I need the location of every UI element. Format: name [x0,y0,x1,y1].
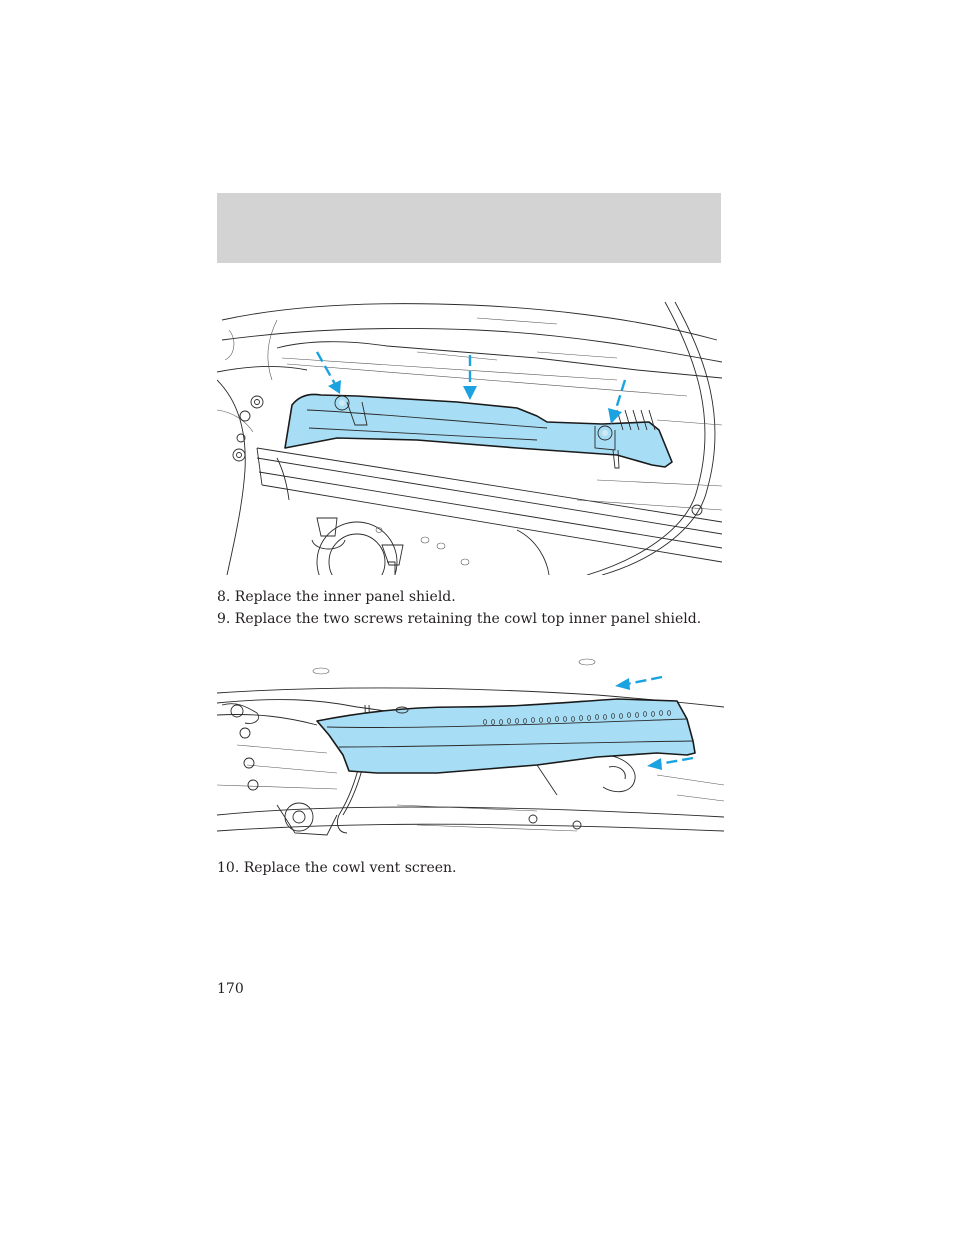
step-8-text: 8. Replace the inner panel shield. [217,589,456,605]
cowl-vent-screen-illustration [217,655,724,847]
section-header-band [217,193,721,263]
step-9-text: 9. Replace the two screws retaining the cowl top inner panel shield. [217,611,702,627]
cowl-top-inner-panel-shield-illustration [217,300,722,575]
page-number: 170 [217,981,244,997]
step-10-text: 10. Replace the cowl vent screen. [217,860,457,876]
